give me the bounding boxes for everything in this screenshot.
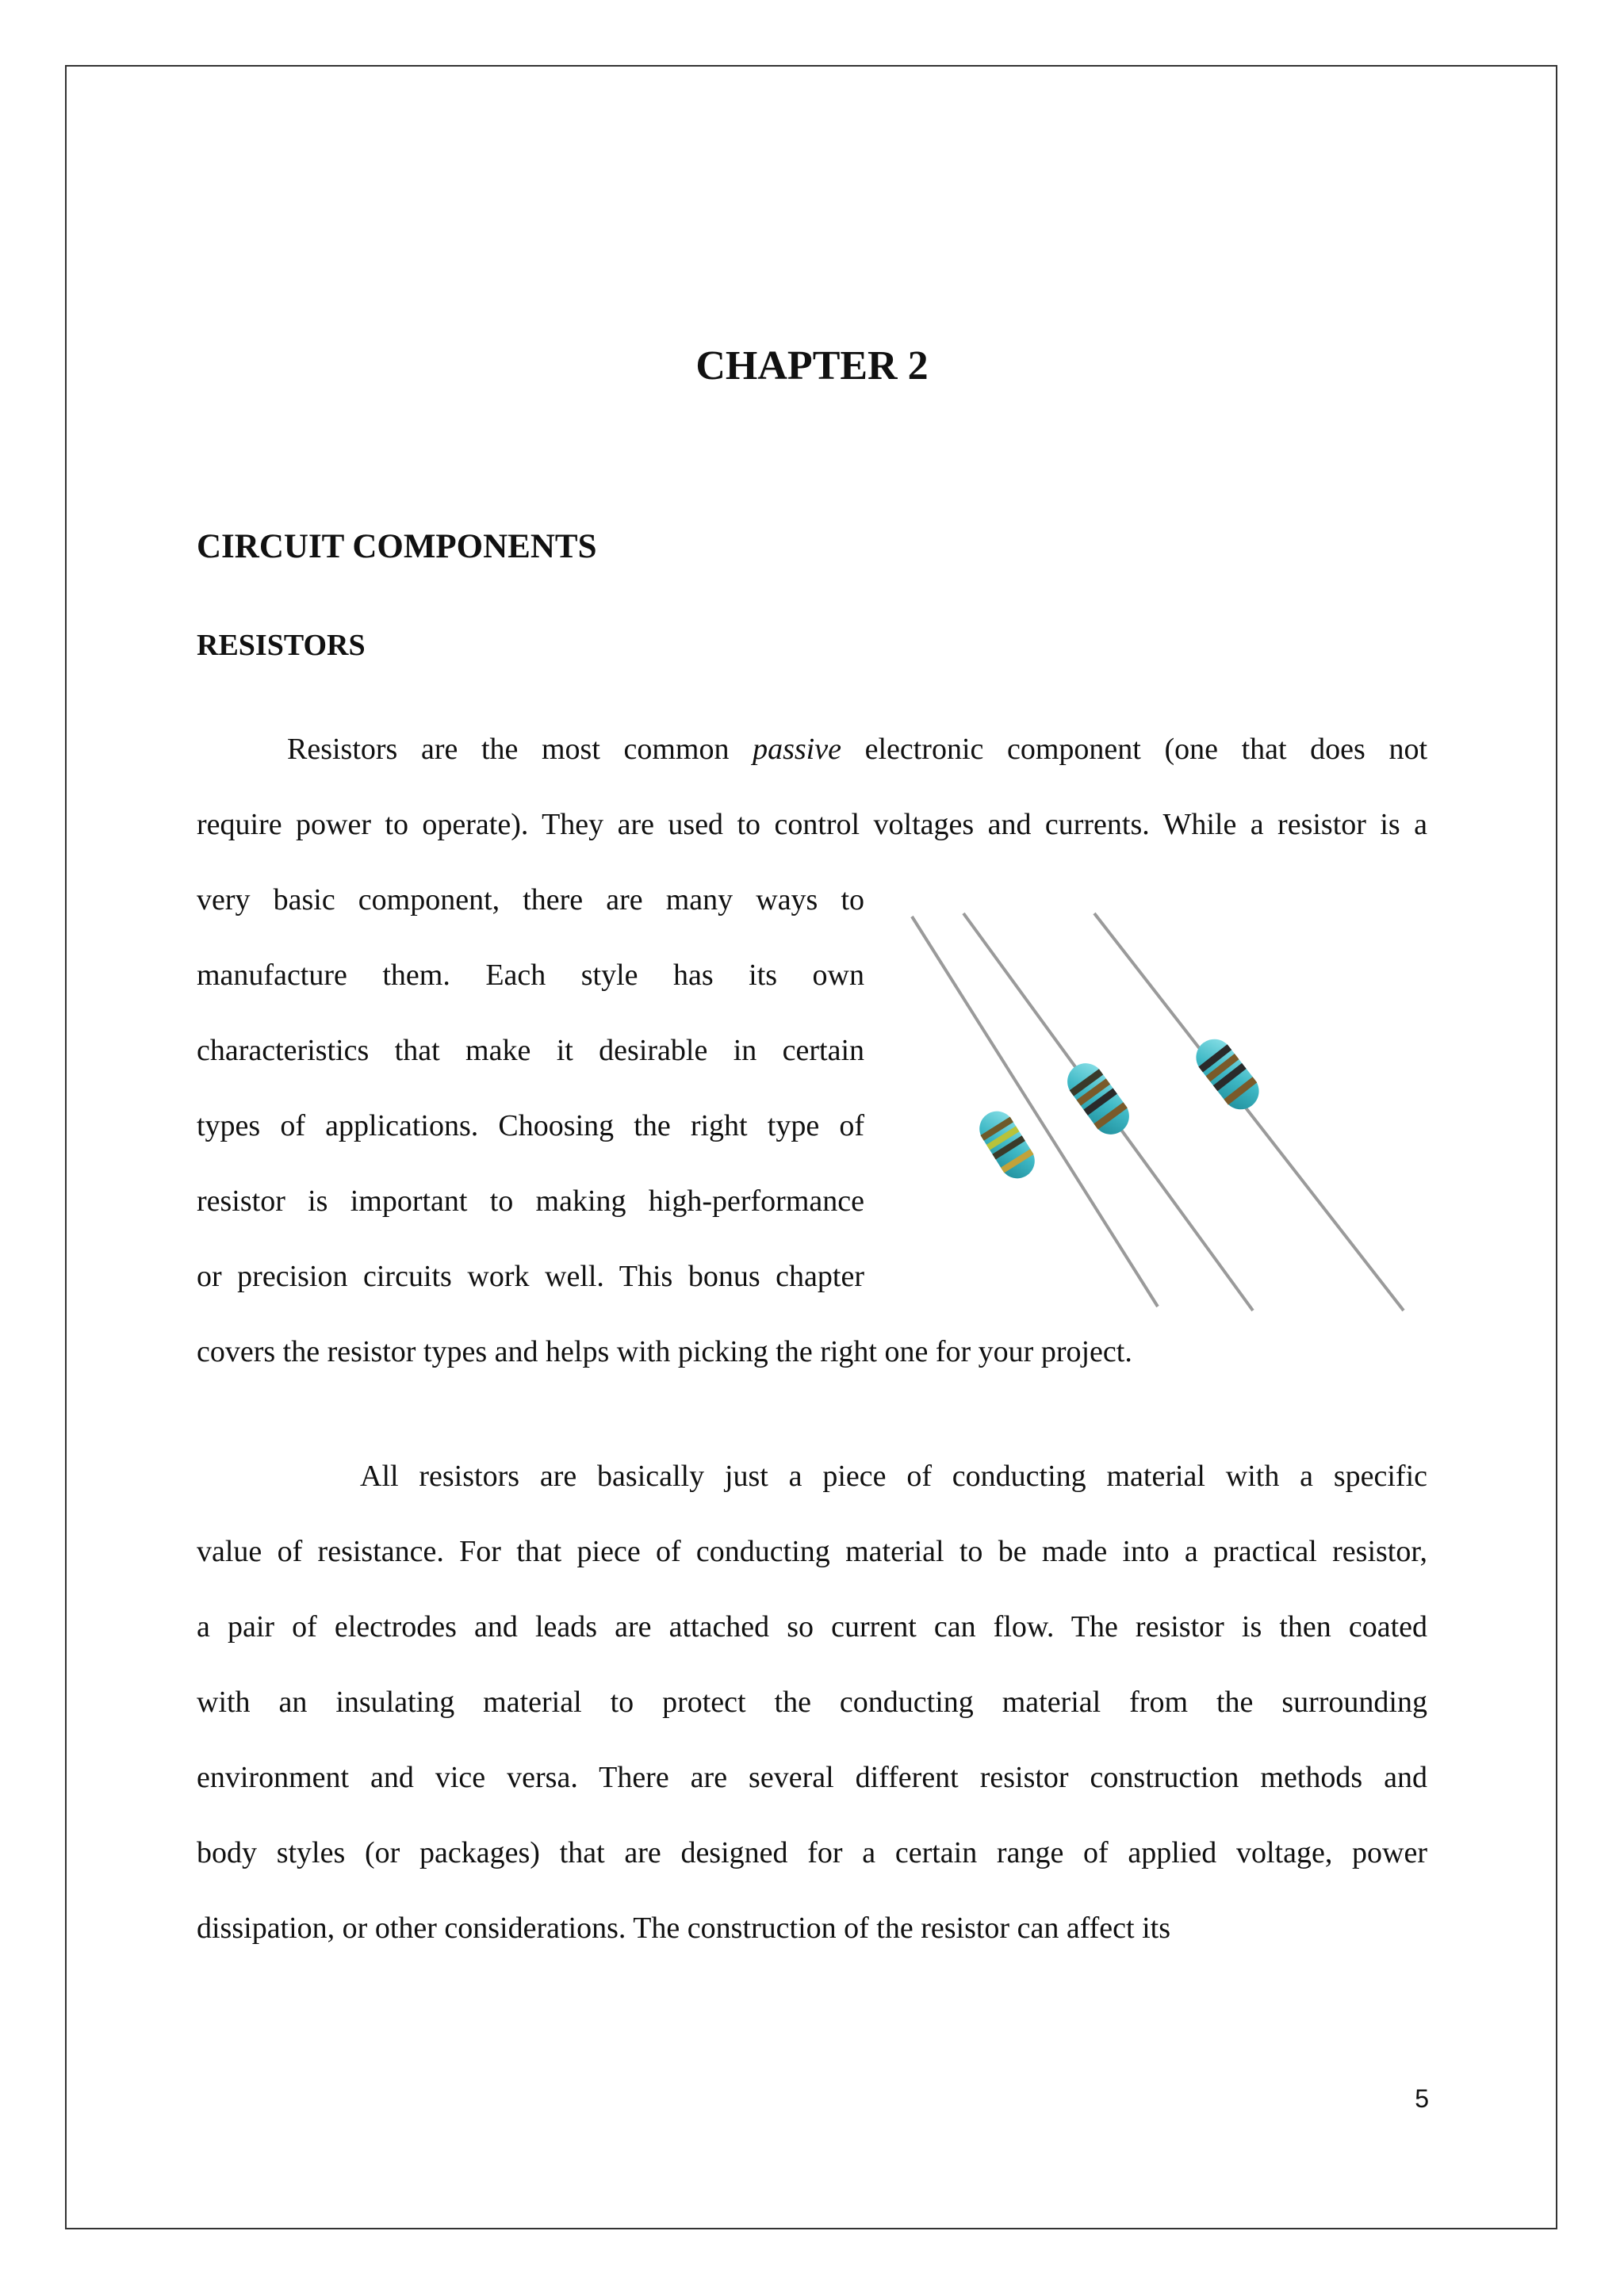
paragraph-1-line-5: characteristics that make it desirable in certain (197, 1034, 864, 1067)
page-number: 5 (1415, 2084, 1429, 2113)
paragraph-1-line-9: covers the resistor types and helps with picking the right one for your project. (197, 1335, 1132, 1368)
resistor-middle (963, 913, 1253, 1311)
subsection-title: RESISTORS (197, 629, 366, 662)
paragraph-1-line-8: or precision circuits work well. This bonus chapter (197, 1260, 864, 1293)
paragraph-1-line-6: types of applications. Choosing the right type of (197, 1109, 864, 1142)
paragraph-2-line-1: All resistors are basically just a piece of conducting material with a specific (360, 1460, 1427, 1493)
paragraph-2-line-7: dissipation, or other considerations. The construction of the resistor can affect its (197, 1911, 1171, 1945)
resistor-right (1094, 913, 1404, 1311)
paragraph-1-line-1: Resistors are the most common passive electronic component (one that does not (287, 733, 1428, 766)
chapter-title: CHAPTER 2 (695, 343, 929, 388)
paragraph-2-line-6: body styles (or packages) that are designed for a certain range of applied voltage, power (197, 1836, 1427, 1869)
paragraph-1-line-2: require power to operate). They are used to control voltages and currents. While a resistor is a (197, 808, 1427, 841)
paragraph-2-line-3: a pair of electrodes and leads are attached so current can flow. The resistor is then coated (197, 1610, 1427, 1644)
section-title: CIRCUIT COMPONENTS (197, 528, 597, 565)
paragraph-1-line-3: very basic component, there are many ways to (197, 883, 864, 916)
resistors-photo (896, 910, 1419, 1314)
passive-emphasis: passive (753, 733, 841, 766)
paragraph-2-line-4: with an insulating material to protect the conducting material from the surrounding (197, 1686, 1427, 1719)
paragraph-1-line-7: resistor is important to making high-performance (197, 1184, 864, 1218)
paragraph-2-line-2: value of resistance. For that piece of conducting material to be made into a practical resistor, (197, 1535, 1427, 1568)
paragraph-2-line-5: environment and vice versa. There are several different resistor construction methods and (197, 1761, 1427, 1794)
paragraph-1-line-4: manufacture them. Each style has its own (197, 959, 864, 992)
